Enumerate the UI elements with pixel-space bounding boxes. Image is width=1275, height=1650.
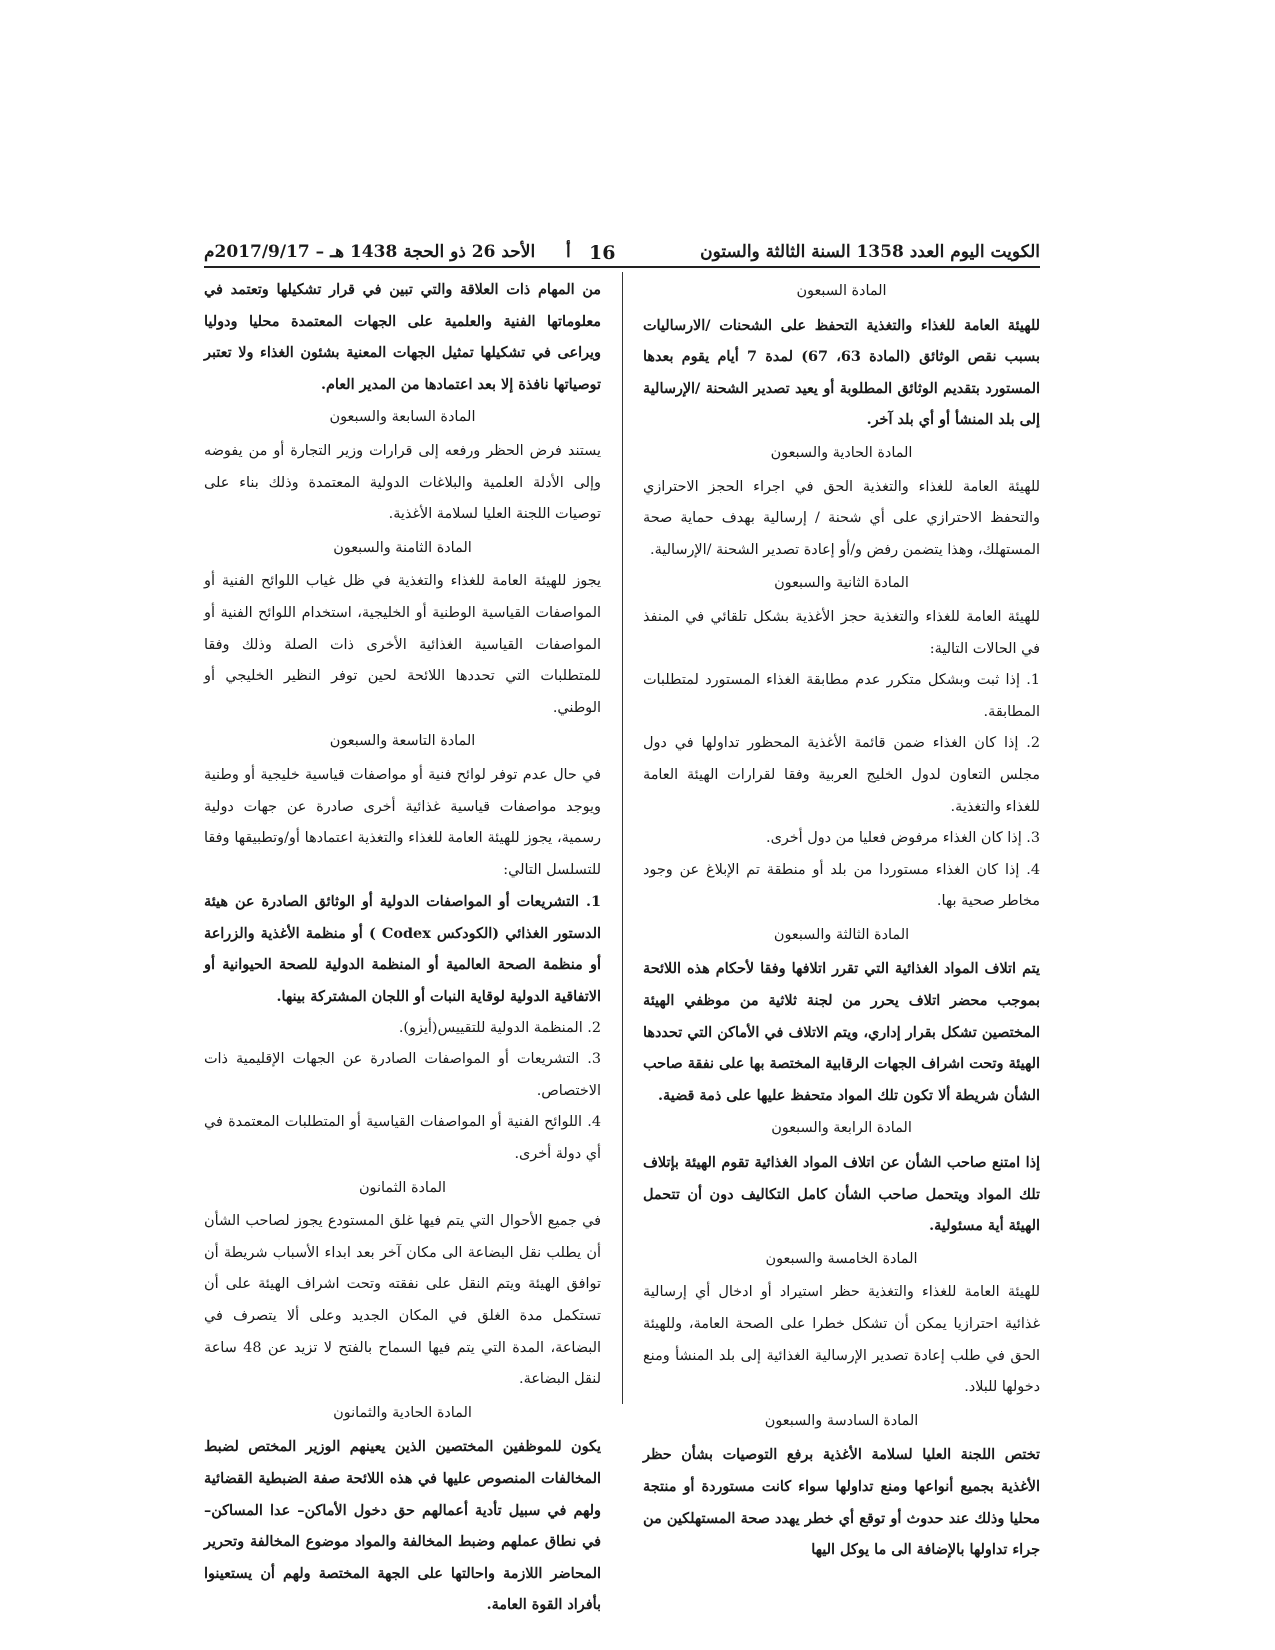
article-paragraph: للهيئة العامة للغذاء والتغذية حجز الأغذية بشكل تلقائي في المنفذ في الحالات التالية: <box>643 608 1040 657</box>
article-title: المادة السادسة والسبعون <box>764 1412 919 1429</box>
article-title: المادة الحادية والسبعون <box>770 444 913 461</box>
article-paragraph: تختص اللجنة العليا لسلامة الأغذية برفع التوصيات بشأن حظر الأغذية بجميع أنواعها ومنع تداولها سواء كانت مستوردة أو منتجة محليا وذلك عند حدوث أو توقع أي خطر يهدد صحة المستهلكين من جراء تداولها بالإضافة الى ما يوكل اليها <box>643 1446 1040 1559</box>
article-title: المادة الحادية والثمانون <box>333 1404 472 1421</box>
list-item: 2. المنظمة الدولية للتقييس(أيزو). <box>398 1019 601 1036</box>
list-item: 4. إذا كان الغذاء مستوردا من بلد أو منطقة تم الإبلاغ عن وجود مخاطر صحية بها. <box>643 861 1040 910</box>
page-number: 16 <box>589 242 616 264</box>
article-paragraph: للهيئة العامة للغذاء والتغذية حظر استيراد أو ادخال أي إرسالية غذائية احترازيا يمكن أن تشكل خطرا على الصحة العامة، وللهيئة الحق في طلب إعادة تصدير الإرسالية الغذائية إلى بلد المنشأ ومنع دخولها للبلاد. <box>643 1284 1040 1396</box>
article-paragraph: للهيئة العامة للغذاء والتغذية التحفظ على الشحنات /الارساليات بسبب نقص الوثائق (المادة 63، 67) لمدة 7 أيام يقوم بعدها المستورد بتقديم الوثائق المطلوبة أو يعيد تصدير الشحنة /الإرسالية إلى بلد المنشأ أو أي بلد آخر. <box>643 316 1040 429</box>
article-paragraph: من المهام ذات العلاقة والتي تبين في قرار تشكيلها وتعتمد في معلوماتها الفنية والعلمية على الجهات المعتمدة محليا ودوليا ويراعى في تشكيلها تمثيل الجهات المعنية بشئون الغذاء ولا تعتبر توصياتها نافذة إلا بعد اعتمادها من المدير العام. <box>204 281 601 393</box>
article-paragraph: يجوز للهيئة العامة للغذاء والتغذية في ظل غياب اللوائح الفنية أو المواصفات القياسية الوطنية أو الخليجية، استخدام اللوائح الفنية أو المواصفات القياسية الغذائية الأخرى ذات الصلة وذلك وفقا للمتطلبات التي تحددها اللائحة لحين توفر النظير الخليجي أو الوطني. <box>204 573 601 716</box>
article-title: المادة الثالثة والسبعون <box>773 926 910 943</box>
article-paragraph: إذا امتنع صاحب الشأن عن اتلاف المواد الغذائية تقوم الهيئة بإتلاف تلك المواد ويتحمل صاحب الشأن كامل التكاليف دون أن تتحمل الهيئة أية مسئولية. <box>643 1154 1040 1235</box>
issue-date: الأحد 26 ذو الحجة 1438 هـ – 2017/9/17م <box>204 242 536 262</box>
article-title: المادة الثانية والسبعون <box>774 575 909 592</box>
column-divider <box>622 272 623 1404</box>
volume-letter: أ <box>566 242 571 262</box>
article-paragraph: يكون للموظفين المختصين الذين يعينهم الوزير المختص لضبط المخالفات المنصوص عليها في هذه اللائحة صفة الضبطية القضائية ولهم في سبيل تأدية أعمالهم حق دخول الأماكن– عدا المساكن– في نطاق عملهم وضبط المخالفة والمواد موضوع المخالفة وتحرير المحاضر اللازمة واحالتها على الجهة المختصة ولهم أن يستعينوا بأفراد القوة العامة. <box>204 1438 601 1614</box>
article-title: المادة الثامنة والسبعون <box>333 539 472 556</box>
article-title: المادة السبعون <box>796 283 887 299</box>
publication-info: الكويت اليوم العدد 1358 السنة الثالثة والستون <box>700 242 1040 262</box>
article-paragraph: يتم اتلاف المواد الغذائية التي تقرر اتلافها وفقا لأحكام هذه اللائحة بموجب محضر اتلاف يحرر من لجنة ثلاثية من موظفي الهيئة المختصين تشكل بقرار إداري، ويتم الاتلاف في الأماكن التي تحددها الهيئة وتحت اشراف الجهات الرقابية المختصة بها على نفقة صاحب الشأن شريطة ألا تكون تلك المواد متحفظ عليها على ذمة قضية. <box>643 960 1040 1104</box>
article-paragraph: للهيئة العامة للغذاء والتغذية الحق في اجراء الحجز الاحترازي والتحفظ الاحترازي على أي شحنة / إرسالية بهدف حماية صحة المستهلك، وهذا يتضمن رفض و/أو إعادة تصدير الشحنة /الإرسالية. <box>643 478 1040 558</box>
article-title: المادة الخامسة والسبعون <box>765 1250 918 1267</box>
article-title: المادة السابعة والسبعون <box>329 409 476 426</box>
list-item: 3. التشريعات أو المواصفات الصادرة عن الجهات الإقليمية ذات الاختصاص. <box>204 1051 601 1099</box>
page-header <box>204 240 1040 268</box>
article-paragraph: في حال عدم توفر لوائح فنية أو مواصفات قياسية خليجية أو وطنية ويوجد مواصفات قياسية غذائية أخرى صادرة عن جهات دولية رسمية، يجوز للهيئة العامة للغذاء والتغذية اعتمادها أو/وتطبيقها وفقا للتسلسل التالي: <box>204 766 601 878</box>
list-item: 4. اللوائح الفنية أو المواصفات القياسية أو المتطلبات المعتمدة في أي دولة أخرى. <box>204 1114 601 1163</box>
article-title: المادة التاسعة والسبعون <box>329 733 476 750</box>
list-item: 3. إذا كان الغذاء مرفوض فعليا من دول أخرى. <box>766 830 1040 847</box>
right-column <box>643 274 1040 1559</box>
left-column <box>204 274 601 1614</box>
article-paragraph: يستند فرض الحظر ورفعه إلى قرارات وزير التجارة أو من يفوضه وإلى الأدلة العلمية والبلاغات الدولية المعتمدة وذلك بناء على توصيات اللجنة العليا لسلامة الأغذية. <box>204 442 601 523</box>
list-item: 2. إذا كان الغذاء ضمن قائمة الأغذية المحظور تداولها في دول مجلس التعاون لدول الخليج العربية وفقا لقرارات الهيئة العامة للغذاء والتغذية. <box>643 735 1040 815</box>
article-paragraph: في جميع الأحوال التي يتم فيها غلق المستودع يجوز لصاحب الشأن أن يطلب نقل البضاعة الى مكان آخر بعد ابداء الأسباب شريطة أن توافق الهيئة ويتم النقل على نفقته وتحت اشراف الهيئة على أن تستكمل مدة الغلق في المكان الجديد وعلى ألا يتصرف في البضاعة، المدة التي يتم فيها السماح بالفتح لا تزيد عن 48 ساعة لنقل البضاعة. <box>204 1213 601 1388</box>
article-title: المادة الرابعة والسبعون <box>771 1120 912 1137</box>
list-item: 1. إذا ثبت وبشكل متكرر عدم مطابقة الغذاء المستورد لمتطلبات المطابقة. <box>643 672 1040 720</box>
list-item: 1. التشريعات أو المواصفات الدولية أو الوثائق الصادرة عن هيئة الدستور الغذائي (الكودكس Codex ) أو منظمة الأغذية والزراعة أو منظمة الصحة العالمية أو المنظمة الدولية للصحة الحيوانية أو الاتفاقية الدولية لوقاية النبات أو اللجان المشتركة بينها. <box>204 893 601 1006</box>
article-title: المادة الثمانون <box>358 1179 447 1196</box>
